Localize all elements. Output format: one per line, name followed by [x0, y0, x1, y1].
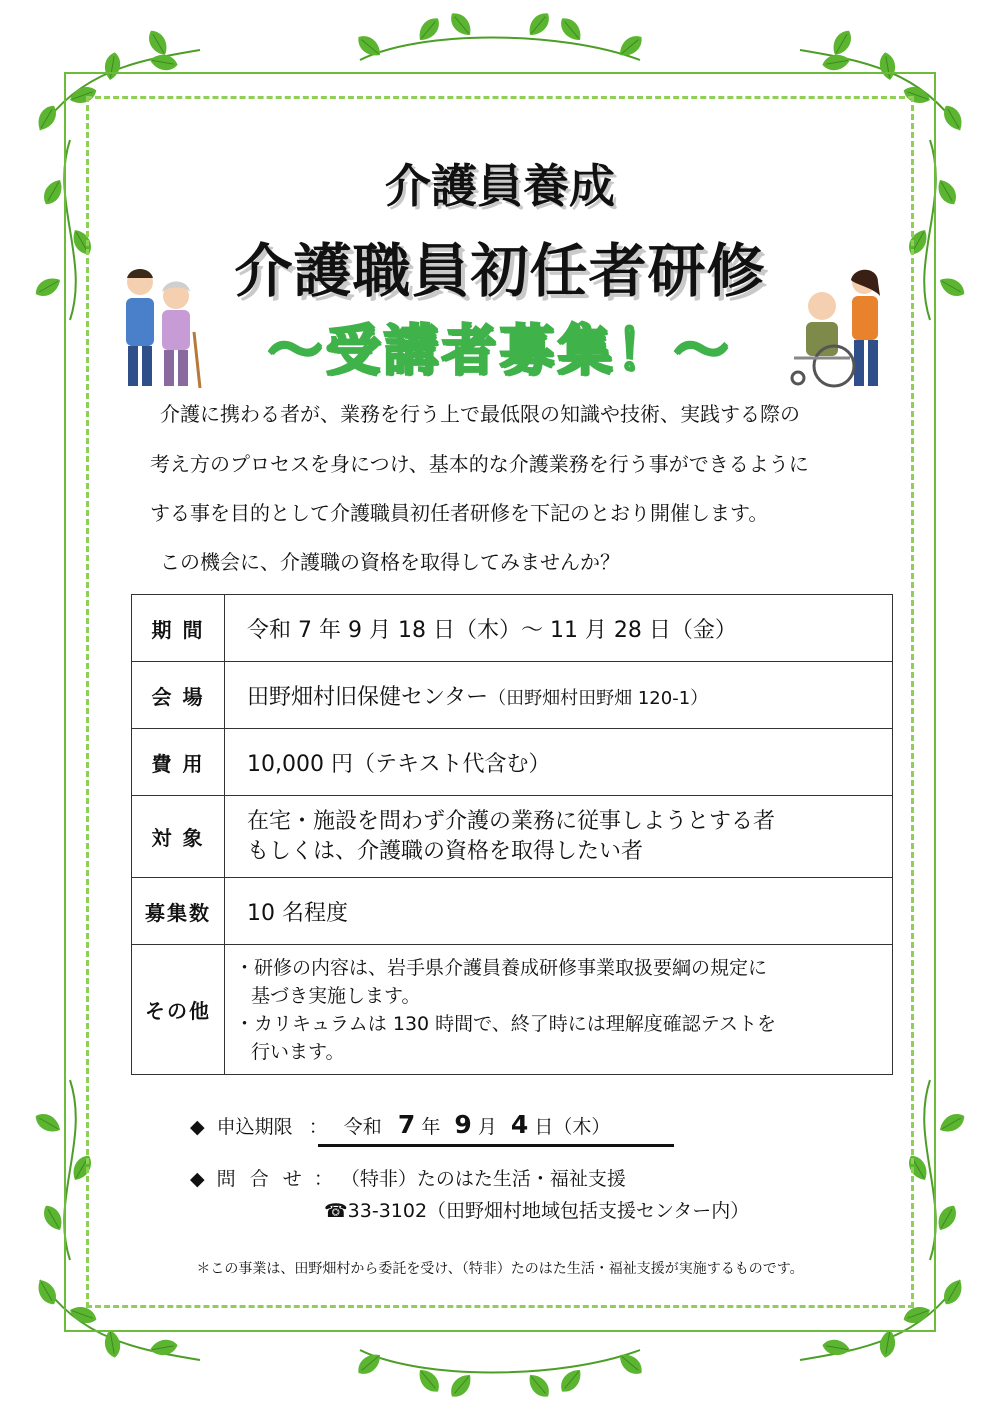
venue-cell — [225, 662, 893, 729]
other-line-1: ・研修の内容は、岩手県介護員養成研修事業取扱要綱の規定に — [235, 956, 768, 979]
other-label: その他 — [132, 945, 225, 1075]
cost-value: 10,000 円（テキスト代含む） — [225, 729, 893, 796]
target-line-1: 在宅・施設を問わず介護の業務に従事しようとする者 — [247, 808, 776, 834]
table-row-venue — [132, 662, 893, 729]
deadline — [190, 1110, 610, 1139]
table-row-period — [132, 595, 893, 662]
title-line-1: 介護員養成 — [385, 159, 615, 213]
deadline-month: 9 — [454, 1110, 472, 1139]
intro-line-3: する事を目的として介護職員初任者研修を下記のとおり開催します。 — [150, 501, 769, 525]
title-line-2: 介護職員初任者研修 — [234, 237, 766, 305]
contact-label: 問 合 せ — [216, 1168, 306, 1190]
intro-line-2: 考え方のプロセスを身につけ、基本的な介護業務を行う事ができるように — [150, 452, 809, 476]
target-line-2: もしくは、介護職の資格を取得したい者 — [247, 838, 644, 864]
intro-line-1: 介護に携わる者が、業務を行う上で最低限の知識や技術、実践する際の — [160, 402, 800, 426]
contact-phone: 33-3102（田野畑村地域包括支援センター内） — [347, 1200, 750, 1222]
wheelchair-illustration — [784, 266, 894, 392]
deadline-day-unit: 日（木） — [534, 1116, 611, 1138]
deadline-day: 4 — [510, 1110, 529, 1139]
other-line-3: ・カリキュラムは 130 時間で、終了時には理解度確認テストを — [235, 1012, 777, 1035]
footnote: ＊この事業は、田野畑村から委託を受け、（特非）たのはた生活・福祉支援が実施するものです。 — [196, 1261, 804, 1277]
deadline-label: 申込期限 — [216, 1116, 293, 1138]
table-row-target — [132, 796, 893, 878]
venue-label: 会 場 — [132, 662, 225, 729]
title-line-3: ～受講者募集！～ — [268, 319, 732, 382]
table-row-capacity — [132, 878, 893, 945]
contact-phone-line — [324, 1196, 749, 1223]
diamond-bullet-icon: ◆ — [190, 1116, 205, 1138]
deadline-colon: ： — [308, 1116, 328, 1138]
table-row-cost — [132, 729, 893, 796]
table-row-other — [132, 945, 893, 1075]
period-label: 期 間 — [132, 595, 225, 662]
cost-label: 費 用 — [132, 729, 225, 796]
venue-value: 田野畑村旧保健センター — [247, 684, 489, 710]
contact — [190, 1164, 626, 1191]
deadline-era: 令和 — [343, 1116, 382, 1138]
capacity-label: 募集数 — [132, 878, 225, 945]
deadline-underline — [318, 1144, 674, 1147]
period-value: 令和 7 年 9 月 18 日（木）～ 11 月 28 日（金） — [225, 595, 893, 662]
other-line-4: 行います。 — [251, 1040, 345, 1063]
capacity-value: 10 名程度 — [225, 878, 893, 945]
target-label: 対 象 — [132, 796, 225, 878]
caregiver-elderly-illustration — [110, 262, 210, 392]
info-table — [131, 594, 893, 1075]
deadline-year: 7 — [397, 1110, 416, 1139]
diamond-bullet-icon: ◆ — [190, 1168, 205, 1190]
deadline-month-unit: 月 — [477, 1116, 497, 1138]
other-line-2: 基づき実施します。 — [251, 984, 421, 1007]
target-cell — [225, 796, 893, 878]
deadline-year-unit: 年 — [421, 1116, 441, 1138]
other-cell — [225, 945, 893, 1075]
intro-line-4: この機会に、介護職の資格を取得してみませんか？ — [160, 550, 620, 574]
venue-address: （田野畑村田野畑 120-1） — [488, 687, 709, 709]
phone-icon: ☎ — [324, 1200, 348, 1222]
contact-org: （特非）たのはた生活・福祉支援 — [340, 1168, 626, 1190]
contact-colon: ： — [313, 1168, 333, 1190]
